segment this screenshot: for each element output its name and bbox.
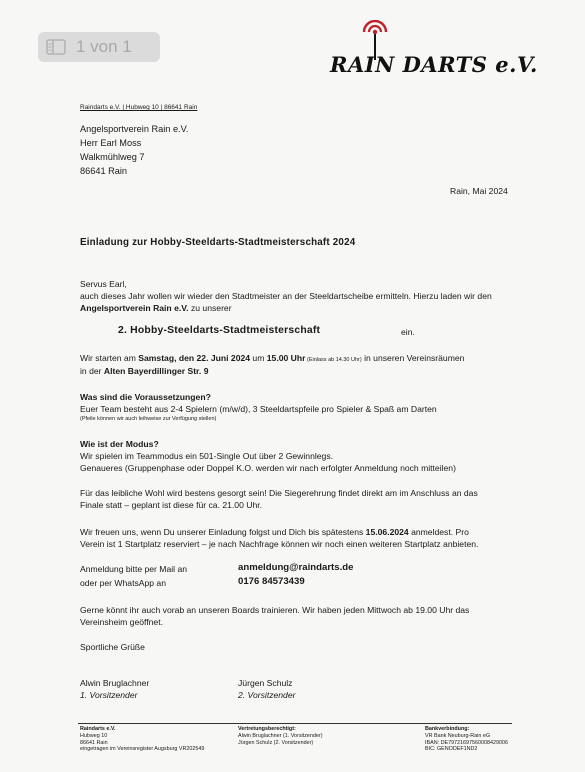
deadline: 15.06.2024	[365, 527, 409, 537]
requirements-heading: Was sind die Voraussetzungen?	[80, 392, 211, 402]
event-time: 15.00 Uhr	[266, 353, 306, 363]
food-line-2: Finale statt – geplant ist diese für ca. 21.00 Uhr.	[80, 500, 263, 510]
requirements-note: (Pfeile können wir auch leihweise zur Verfügung stellen)	[80, 416, 217, 422]
venue: Alten Bayerdillinger Str. 9	[103, 366, 209, 376]
start-text: in unseren Vereinsräumen	[361, 353, 465, 363]
recipient-line: Angelsportverein Rain e.V.	[80, 124, 189, 134]
footer-line: IBAN: DE79721697560008429006	[425, 739, 509, 746]
subject-line: Einladung zur Hobby-Steeldarts-Stadtmeisterschaft 2024	[80, 237, 356, 248]
mode-line-2: Genaueres (Gruppenphase oder Doppel K.O. werden wir nach erfolgter Anmeldung noch mitteilen)	[80, 463, 456, 473]
footer-line: eingetragen im Vereinsregister Augsburg VR202549	[80, 746, 205, 753]
training-line-2: Vereinsheim geöffnet.	[80, 617, 163, 627]
signer-role: 2. Vorsitzender	[238, 690, 296, 700]
footer-line: Alwin Bruglachner (1. Vorsitzender)	[238, 732, 323, 739]
start-line-1	[80, 352, 464, 366]
sender-line: Raindarts e.V. | Hubweg 10 | 86641 Rain	[80, 104, 198, 111]
event-suffix: ein.	[401, 327, 415, 337]
footer-divider	[78, 723, 512, 724]
signer-name: Alwin Bruglachner	[80, 678, 150, 688]
signer-name: Jürgen Schulz	[238, 678, 293, 688]
date-line: Rain, Mai 2024	[450, 186, 508, 196]
logo-text: RAIN DARTS e.V.	[330, 52, 538, 77]
recipient-line: Herr Earl Moss	[80, 138, 142, 148]
page-indicator-label: 1 von 1	[76, 37, 132, 56]
footer-line: Bankverbindung:	[425, 726, 470, 732]
invite-text: anmeldest. Pro	[408, 527, 469, 537]
training-line-1: Gerne könnt ihr auch vorab an unseren Boards trainieren. Wir haben jeden Mittwoch ab 19.00 Uhr das	[80, 605, 470, 615]
start-text: Wir starten am	[80, 353, 139, 363]
page-indicator[interactable]	[38, 32, 160, 62]
greeting: Servus Earl,	[80, 279, 127, 289]
closing: Sportliche Grüße	[80, 642, 145, 652]
mode-line-1: Wir spielen im Teammodus ein 501-Single Out über 2 Gewinnlegs.	[80, 451, 334, 461]
invite-line-1	[80, 526, 469, 538]
admission-note: (Einlass ab 14.30 Uhr)	[305, 357, 362, 363]
pages-icon	[46, 39, 66, 55]
food-line-1: Für das leibliche Wohl wird bestens gesorgt sein! Die Siegerehrung findet direkt am im Anschluss an das	[80, 488, 478, 498]
invite-line-2: Verein ist 1 Startplatz reserviert – je nach Nachfrage können wir noch einen weiteren Startplatz anbieten.	[80, 539, 479, 549]
footer-line: VR Bank Neuburg-Rain eG	[425, 732, 491, 739]
phone-label: oder per WhatsApp an	[80, 578, 166, 588]
footer-line: Hubweg 10	[80, 732, 108, 739]
raindarts-logo	[330, 18, 538, 78]
footer-line: BIC: GENODEF1ND2	[425, 746, 478, 753]
phone-number[interactable]: 0176 84573439	[238, 576, 305, 587]
recipient-line: Walkmühlweg 7	[80, 152, 145, 162]
footer-line: Vertretungsberechtigt:	[238, 726, 296, 732]
footer-representatives	[238, 726, 323, 746]
signer-role: 1. Vorsitzender	[80, 690, 138, 700]
start-text: in der	[80, 366, 104, 376]
recipient-line: 86641 Rain	[80, 166, 127, 176]
footer-line: 86641 Rain	[80, 739, 108, 746]
start-line-2	[80, 365, 208, 377]
intro-line-2	[80, 302, 232, 314]
event-date: Samstag, den 22. Juni 2024	[138, 353, 251, 363]
event-title: 2. Hobby-Steeldarts-Stadtmeisterschaft	[118, 325, 321, 336]
mode-heading: Wie ist der Modus?	[80, 439, 159, 449]
footer-line: Raindarts e.V.	[80, 726, 116, 732]
intro-line-2-rest: zu unserer	[188, 303, 232, 313]
footer-line: Jürgen Schulz (2. Vorsitzender)	[238, 739, 314, 746]
club-name: Angelsportverein Rain e.V.	[80, 303, 189, 313]
mail-label: Anmeldung bitte per Mail an	[80, 564, 188, 574]
intro-line-1: auch dieses Jahr wollen wir wieder den Stadtmeister an der Steeldartscheibe ermitteln. Hierzu laden wir den	[80, 291, 492, 301]
recipient-address	[80, 122, 188, 178]
requirements-text: Euer Team besteht aus 2-4 Spielern (m/w/d), 3 Steeldartspfeile pro Spieler & Spaß am Darten	[80, 404, 437, 414]
invite-text: Wir freuen uns, wenn Du unserer Einladung folgst und Dich bis spätestens	[80, 527, 366, 537]
footer-bank	[425, 726, 508, 753]
footer-address	[80, 726, 204, 753]
mail-link[interactable]: anmeldung@raindarts.de	[238, 562, 354, 573]
start-text: um	[250, 353, 267, 363]
